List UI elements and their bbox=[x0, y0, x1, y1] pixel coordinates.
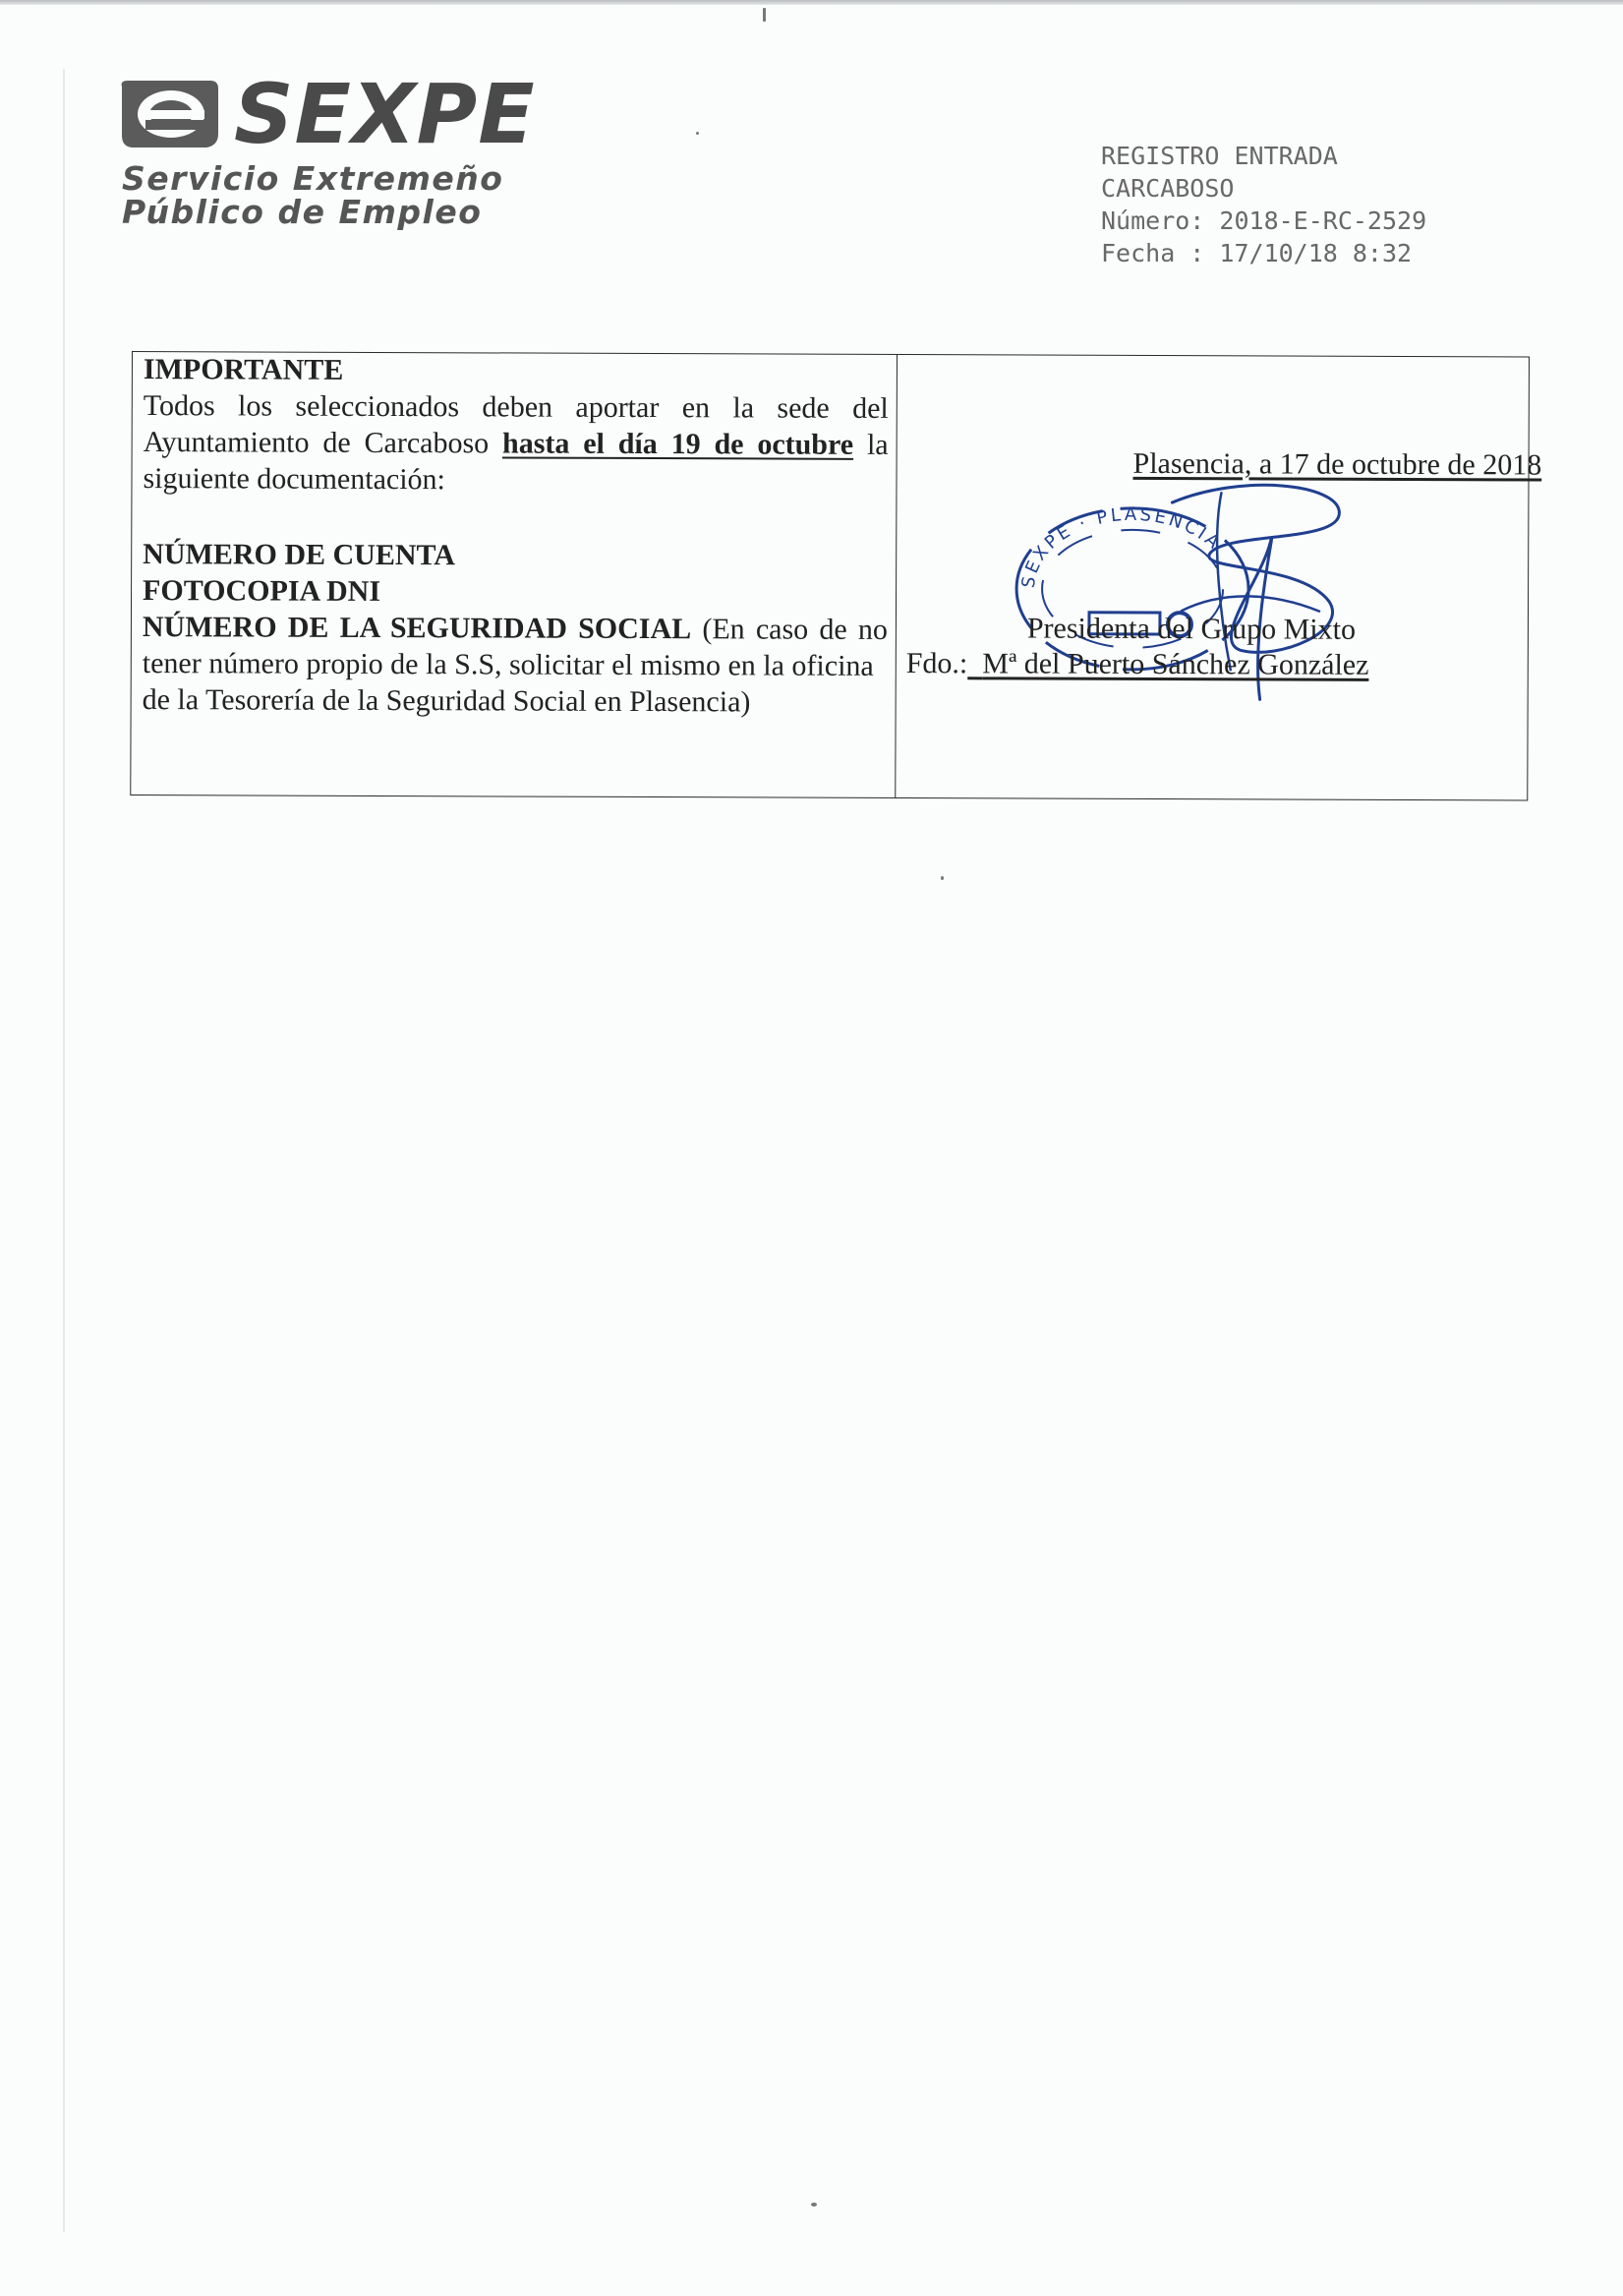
notice-cell bbox=[143, 351, 889, 721]
spacer bbox=[143, 497, 888, 539]
scan-speck bbox=[811, 2203, 817, 2207]
register-line-1: REGISTRO ENTRADA bbox=[1101, 142, 1338, 170]
intro-town: Ayuntamiento de Carcaboso bbox=[143, 426, 490, 460]
requirement-account-number: NÚMERO DE CUENTA bbox=[143, 538, 456, 572]
requirement-note-line-2: tener número propio de la S.S, solicitar el mismo en la oficina bbox=[142, 647, 874, 682]
notice-table bbox=[130, 351, 1542, 800]
scan-speck bbox=[941, 876, 944, 880]
notice-intro-line-3: siguiente documentación: bbox=[143, 462, 445, 497]
sexpe-logo bbox=[116, 66, 539, 240]
signature-cell bbox=[896, 354, 1542, 800]
register-line-4: Fecha : 17/10/18 8:32 bbox=[1101, 239, 1413, 267]
requirement-note-start: (En caso de no bbox=[702, 613, 888, 646]
logo-line-2: Público de Empleo bbox=[122, 193, 483, 231]
sexpe-e-logo-icon bbox=[116, 77, 222, 151]
register-stamp bbox=[1101, 140, 1426, 269]
intro-deadline: hasta el día 19 de octubre bbox=[501, 427, 854, 461]
notice-heading: IMPORTANTE bbox=[143, 353, 344, 386]
place-date: Plasencia, a 17 de octubre de 2018 bbox=[1132, 446, 1542, 482]
logo-line-1: Servicio Extremeño bbox=[122, 159, 504, 198]
requirement-note-line-3: de la Tesorería de la Seguridad Social en Plasencia) bbox=[142, 683, 751, 719]
scan-speck bbox=[763, 8, 766, 22]
requirement-social-security bbox=[143, 609, 888, 648]
signer-name bbox=[967, 647, 1368, 681]
notice-intro-line-2 bbox=[144, 424, 889, 463]
signer-name-text: Mª del Puerto Sánchez González bbox=[982, 647, 1369, 681]
scan-speck bbox=[696, 132, 699, 135]
signer-position: Presidenta del Grupo Mixto bbox=[1026, 612, 1357, 646]
intro-tail: la bbox=[866, 428, 889, 461]
register-line-2: CARCABOSO bbox=[1101, 174, 1235, 203]
register-line-3: Número: 2018-E-RC-2529 bbox=[1101, 206, 1427, 235]
seal-text: SEXPE · PLASENCIA bbox=[1017, 503, 1226, 590]
requirement-social-security-label: NÚMERO DE LA SEGURIDAD SOCIAL bbox=[142, 611, 692, 646]
notice-intro-line-1: Todos los seleccionados deben aportar en la sede del bbox=[143, 389, 889, 425]
scan-left-edge bbox=[63, 69, 65, 2232]
requirement-dni-copy: FOTOCOPIA DNI bbox=[143, 574, 381, 608]
signer-prefix: Fdo.: bbox=[905, 647, 968, 680]
signer-line bbox=[906, 645, 1369, 683]
scan-top-edge bbox=[0, 0, 1623, 5]
logo-wordmark: SEXPE bbox=[234, 66, 536, 162]
